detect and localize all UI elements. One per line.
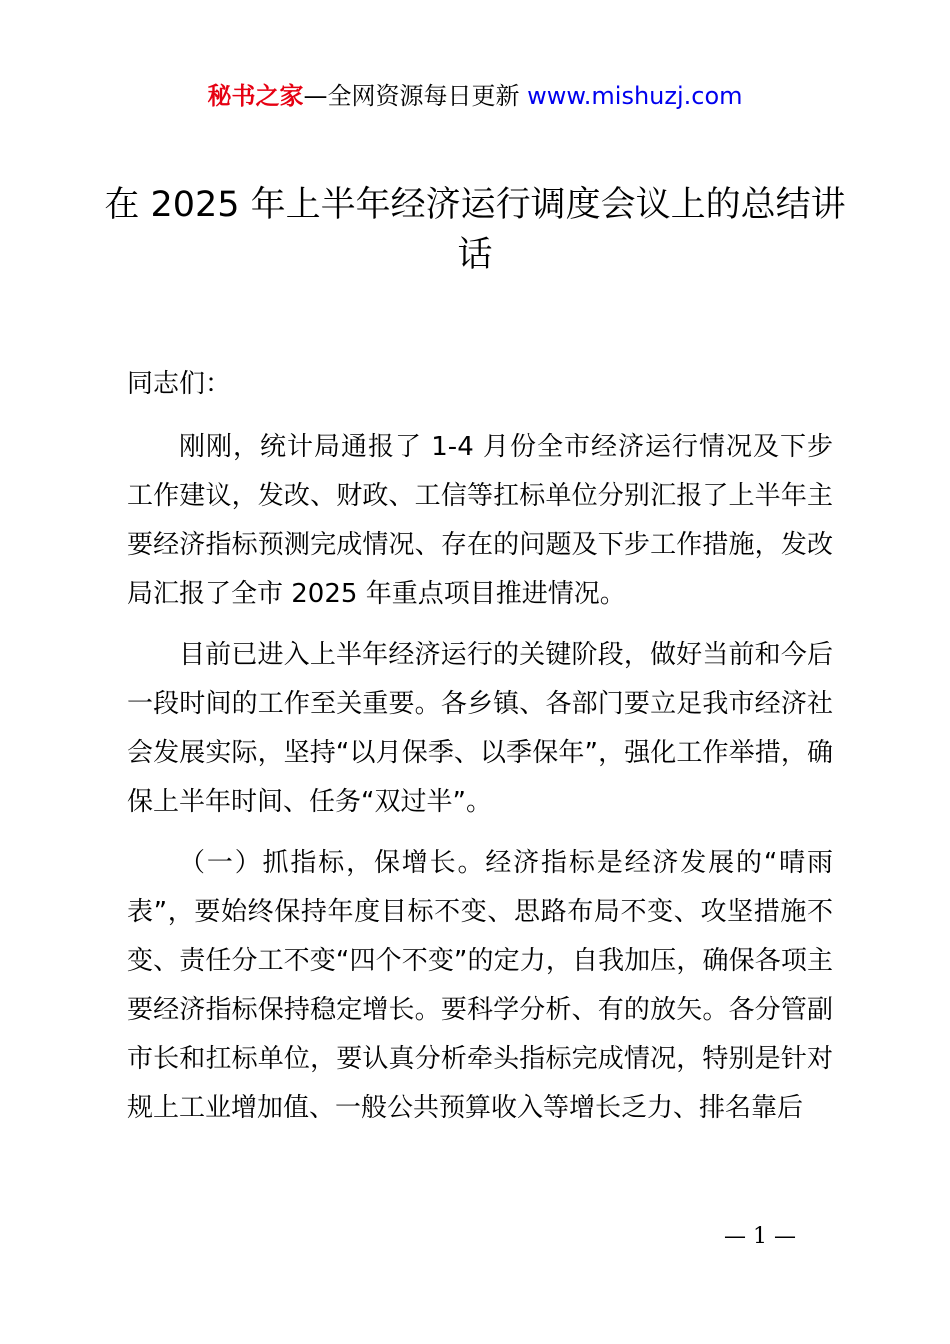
site-brand: 秘书之家 bbox=[207, 82, 304, 110]
document-title: 在 2025 年上半年经济运行调度会议上的总结讲话 bbox=[104, 185, 846, 275]
document-body bbox=[127, 360, 833, 1145]
page-number: — 1 — bbox=[724, 1224, 796, 1249]
body-paragraph: 刚刚，统计局通报了 1-4 月份全市经济运行情况及下步工作建议，发改、财政、工信等扛标单位分别汇报了上半年主要经济指标预测完成情况、存在的问题及下步工作措施，发改局汇报了全市 2025 年重点项目推进情况。 bbox=[127, 432, 833, 609]
site-tagline: —全网资源每日更新 bbox=[303, 82, 520, 110]
body-paragraph: （一）抓指标，保增长。经济指标是经济发展的“晴雨表”，要始终保持年度目标不变、思路布局不变、攻坚措施不变、责任分工不变“四个不变”的定力，自我加压，确保各项主要经济指标保持稳定增长。要科学分析、有的放矢。各分管副市长和扛标单位，要认真分析牵头指标完成情况，特别是针对规上工业增加值、一般公共预算收入等增长乏力、排名靠后 bbox=[127, 848, 833, 1123]
salutation: 同志们： bbox=[127, 369, 232, 399]
body-paragraph: 目前已进入上半年经济运行的关键阶段，做好当前和今后一段时间的工作至关重要。各乡镇、各部门要立足我市经济社会发展实际，坚持“以月保季、以季保年”，强化工作举措，确保上半年时间、任务“双过半”。 bbox=[127, 640, 833, 817]
site-header bbox=[0, 80, 950, 112]
site-url-link[interactable]: www.mishuzj.com bbox=[527, 82, 743, 110]
